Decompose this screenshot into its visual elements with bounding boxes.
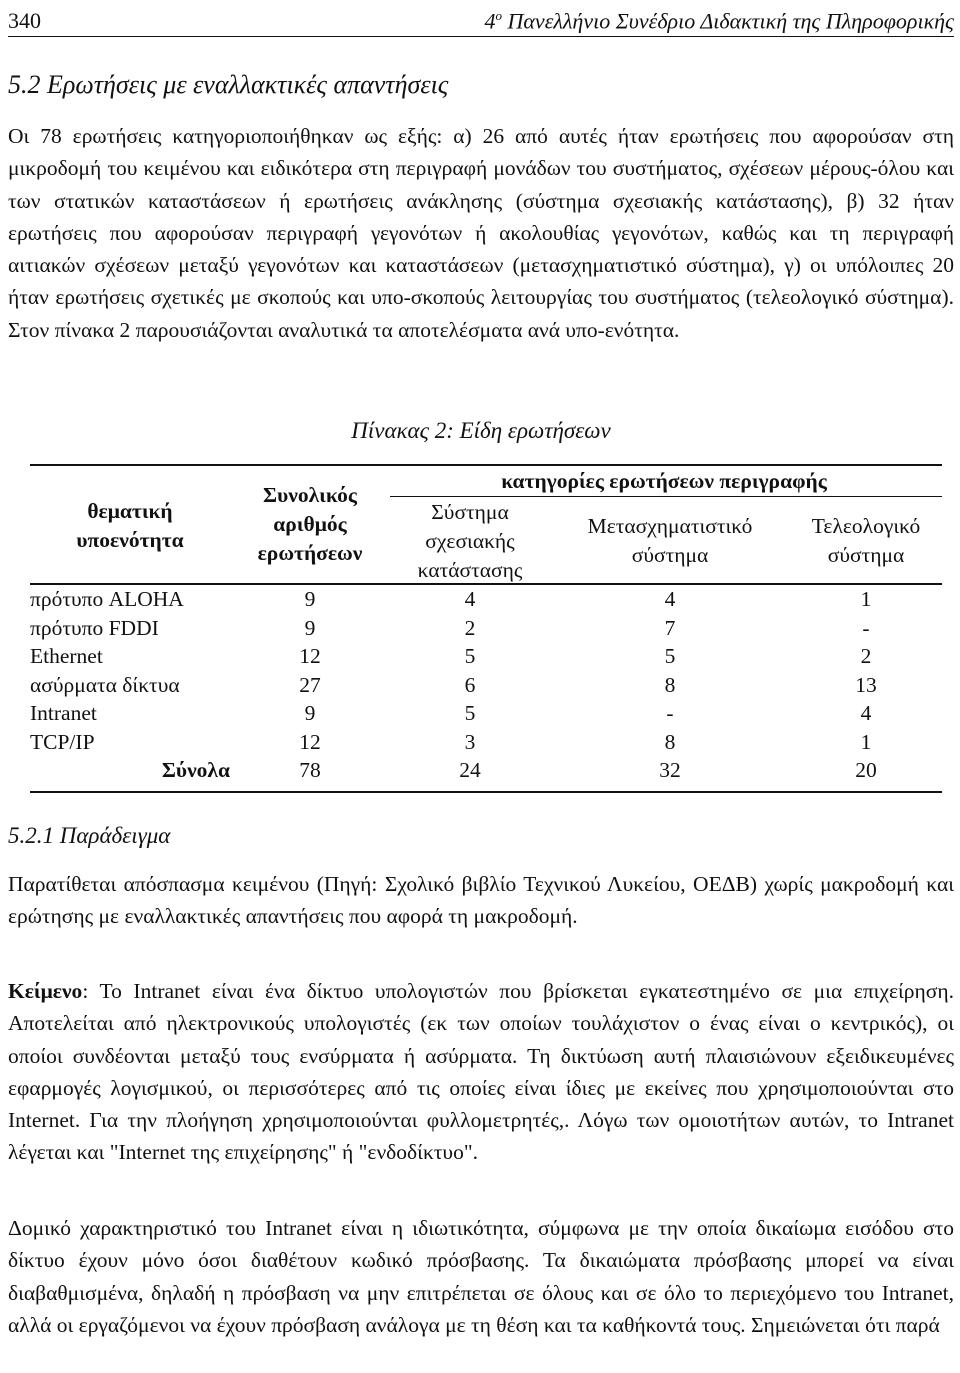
table-bottom-rule <box>30 791 942 793</box>
intro-paragraph: Οι 78 ερωτήσεις κατηγοριοποιήθηκαν ως εξής: α) 26 από αυτές ήταν ερωτήσεις που αφορούσαν στη μικροδομή του κειμένου και ειδικότερα στη περιγραφή μονάδων του συστήματος, σχέσεων μέρους-όλου και των στατικών καταστάσεων ή ερωτήσεις ανάκλησης (σύστημα σχεσιακής κατάστασης), β) 32 ήταν ερωτήσεις που αφορούσαν περιγραφή γεγονότων ή ακολουθίας γεγονότων, καθώς και τη περιγραφή αιτιακών σχέσεων μεταξύ γεγονότων και καταστάσεων (μετασχηματιστικό σύστημα), γ) οι υπόλοιπες 20 ήταν ερωτήσεις σχετικές με σκοπούς και υπο-σκοπούς λειτουργίας του συστήματος (τελεολογικό σύστημα). Στον πίνακα 2 παρουσιάζονται αναλυτικά τα αποτελέσματα ανά υπο-ενότητα. <box>8 124 954 342</box>
table-row <box>30 728 942 756</box>
cell-tel: 13 <box>855 672 877 697</box>
table-row <box>30 642 942 670</box>
header-total-line: ερωτήσεων <box>257 541 363 565</box>
table-row <box>30 699 942 727</box>
conference-name: Πανελλήνιο Συνέδριο Διδακτική της Πληροφορικής <box>502 8 954 34</box>
example-intro-paragraph: Παρατίθεται απόσπασμα κειμένου (Πηγή: Σχολικό βιβλίο Τεχνικού Λυκείου, ΟΕΔΒ) χωρίς μακροδομή και ερώτησης με εναλλακτικές απαντήσεις που αφορά τη μακροδομή. <box>8 872 954 929</box>
cell-tel: 2 <box>860 644 872 668</box>
header-topic <box>30 497 230 555</box>
cell-total: 9 <box>304 587 316 611</box>
header-relational <box>390 498 550 585</box>
header-relational-line: κατάστασης <box>417 558 523 582</box>
cell-rel: 4 <box>464 587 476 611</box>
cell-trans: - <box>666 701 674 725</box>
cell-tel: - <box>862 615 870 640</box>
text-excerpt: : Το Intranet είναι ένα δίκτυο υπολογιστών που βρίσκεται εγκατεστημένο σε μια επιχείρηση. Αποτελείται από ηλεκτρονικούς υπολογιστές (εκ των οποίων τουλάχιστον ο ένας είναι ο κεντρικός), οι οποίοι συνδέονται μεταξύ τους ενσύρματα ή ασύρματα. Τη δικτύωση αυτή πλαισιώνουν εξειδικευμένες εφαρμογές λογισμικού, οι περισσότερες από τις οποίες είναι ίδιες με εκείνες που χρησιμοποιούνται στο Internet. Για την πλοήγηση χρησιμοποιούνται φυλλομετρητές,. Λόγω των ομοιοτήτων αυτών, το Intranet λέγεται και "Internet της επιχείρησης" ή "ενδοδίκτυο". <box>8 979 954 1165</box>
cell-trans: 7 <box>664 615 676 640</box>
cell-topic: ασύρματα δίκτυα <box>30 672 180 697</box>
header-relational-line: Σύστημα <box>431 500 509 524</box>
header-transformational-line: Μετασχηματιστικό <box>587 514 753 538</box>
header-topic-line: θεματική <box>87 499 173 523</box>
cell-topic: TCP/IP <box>30 729 95 754</box>
group-header-rule <box>390 496 942 497</box>
section-title: 5.2 Ερωτήσεις με εναλλακτικές απαντήσεις <box>8 70 449 99</box>
cell-rel: 2 <box>464 615 476 640</box>
cell-total: 12 <box>299 729 321 754</box>
cell-trans: 32 <box>659 758 681 782</box>
header-teleological <box>790 512 942 570</box>
header-relational-line: σχεσιακής <box>425 529 515 553</box>
cell-total: 12 <box>299 644 321 668</box>
table-top-rule <box>30 464 942 466</box>
subsection-title: 5.2.1 Παράδειγμα <box>8 823 171 848</box>
conference-ordinal-suffix: ο <box>495 8 502 23</box>
cell-topic: Σύνολα <box>161 758 230 782</box>
conference-title <box>485 8 955 34</box>
cell-total: 27 <box>299 672 321 697</box>
table-row <box>30 585 942 613</box>
cell-trans: 8 <box>664 672 676 697</box>
cell-rel: 24 <box>459 758 481 782</box>
table-row <box>30 671 942 699</box>
structure-paragraph: Δομικό χαρακτηριστικό του Intranet είναι η ιδιωτικότητα, σύμφωνα με την οποία δικαίωμα εισόδου στο δίκτυο έχουν μόνο όσοι διαθέτουν κωδικό πρόσβασης. Τα δικαιώματα πρόσβασης μπορεί να είναι διαβαθμισμένα, δηλαδή η πρόσβαση να μην επιτρέπεται σε όλους και σε όλο το περιεχόμενο του Intranet, αλλά οι εργαζόμενοι να έχουν πρόσβαση ανάλογα με τη θέση και τα καθήκοντά τους. Σημειώνεται ότι παρά <box>8 1216 954 1337</box>
cell-rel: 6 <box>464 672 476 697</box>
cell-topic: πρότυπο FDDI <box>30 615 159 640</box>
cell-trans: 4 <box>664 587 676 611</box>
cell-tel: 1 <box>860 587 872 611</box>
page-number: 340 <box>8 8 41 33</box>
running-header <box>8 6 954 37</box>
header-transformational-line: σύστημα <box>631 543 709 567</box>
cell-total: 9 <box>304 701 316 725</box>
header-transformational <box>550 512 790 570</box>
cell-rel: 5 <box>464 644 476 668</box>
cell-tel: 4 <box>860 701 872 725</box>
cell-tel: 20 <box>855 758 877 782</box>
cell-trans: 5 <box>664 644 676 668</box>
table-row <box>30 614 942 642</box>
header-total <box>230 481 390 568</box>
header-total-line: Συνολικός <box>263 483 357 507</box>
cell-topic: Intranet <box>30 701 97 725</box>
header-topic-line: υποενότητα <box>76 528 184 552</box>
cell-rel: 5 <box>464 701 476 725</box>
header-group: κατηγορίες ερωτήσεων περιγραφής <box>501 469 827 493</box>
conference-ordinal: 4 <box>484 8 496 34</box>
header-total-line: αριθμός <box>273 512 347 536</box>
header-teleological-line: Τελεολογικό <box>811 514 921 538</box>
cell-topic: Ethernet <box>30 644 103 668</box>
text-label: Κείμενο <box>8 979 83 1003</box>
cell-trans: 8 <box>664 729 676 754</box>
cell-rel: 3 <box>464 729 476 754</box>
cell-topic: πρότυπο ALOHA <box>30 587 184 611</box>
text-excerpt-paragraph <box>8 975 954 1169</box>
cell-tel: 1 <box>860 729 872 754</box>
header-teleological-line: σύστημα <box>827 543 905 567</box>
table-caption: Πίνακας 2: Είδη ερωτήσεων <box>351 418 611 443</box>
table-totals-row <box>30 756 942 784</box>
cell-total: 9 <box>304 615 316 640</box>
cell-total: 78 <box>299 758 321 782</box>
